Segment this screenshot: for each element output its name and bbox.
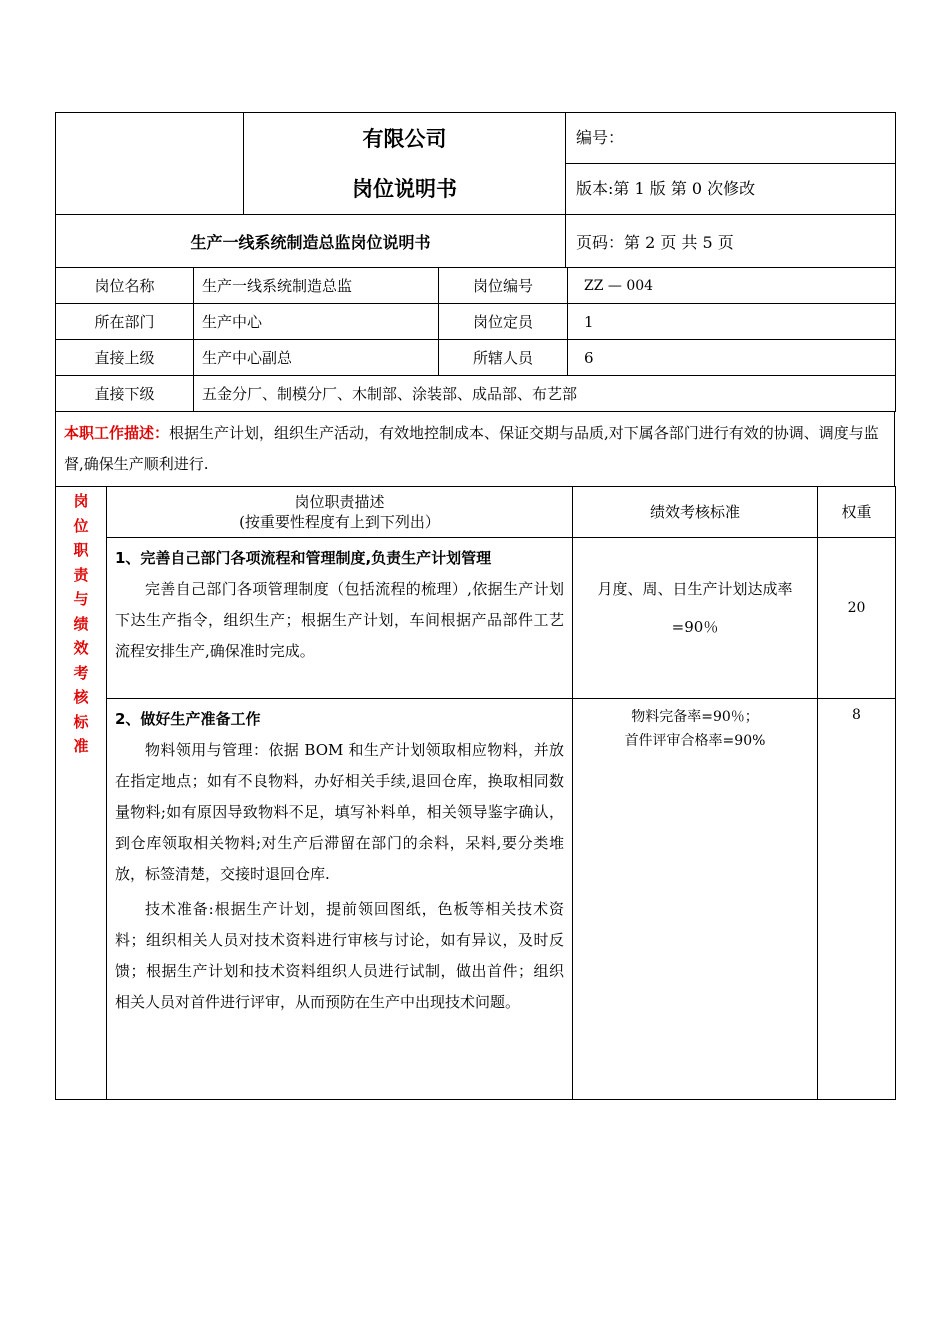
subordinate-value: 五金分厂、制模分厂、木制部、涂装部、成品部、布艺部 <box>194 376 896 412</box>
side-char: 责 <box>73 565 89 584</box>
description-label: 本职工作描述： <box>64 424 170 442</box>
side-char: 位 <box>73 516 89 535</box>
description-text: 根据生产计划，组织生产活动，有效地控制成本、保证交期与品质,对下属各部门进行有效的协调、调度与监督,确保生产顺利进行. <box>64 424 879 473</box>
side-char: 职 <box>73 541 89 559</box>
job-name-value: 生产一线系统制造总监 <box>194 268 439 304</box>
duties-table <box>55 486 896 1100</box>
logo-cell <box>56 113 244 215</box>
company-name: 有限公司 <box>362 126 447 151</box>
duty-paragraph: 技术准备:根据生产计划，提前领回图纸，色板等相关技术资料；组织相关人员对技术资料进行审核与讨论，如有异议，及时反馈；根据生产计划和技术资料组织人员进行试制，做出首件；组织相关人员对首件进行评审，从而预防在生产中出现技术问题。 <box>115 900 564 1011</box>
duty-weight-1: 20 <box>818 538 896 699</box>
duty-paragraph: 完善自己部门各项管理制度（包括流程的梳理）,依据生产计划下达生产指令，组织生产；根据生产计划，车间根据产品部件工艺流程安排生产,确保准时完成。 <box>115 580 564 660</box>
side-char: 核 <box>73 688 89 706</box>
job-description <box>56 412 895 487</box>
standard-line: 月度、周、日生产计划达成率 <box>597 580 793 598</box>
job-doc-title: 生产一线系统制造总监岗位说明书 <box>56 215 566 268</box>
duty-paragraph: 物料领用与管理：依据 BOM 和生产计划领取相应物料，并放在指定地点；如有不良物料，办好相关手续,退回仓库，换取相同数量物料;如有原因导致物料不足，填写补料单，相关领导鉴字确认，到仓库领取相关物料;对生产后滞留在部门的余料，呆料,要分类堆放，标签清楚，交接时退回仓库. <box>115 741 564 883</box>
standard-line: 首件评审合格率=90% <box>624 733 766 749</box>
quota-label: 岗位定员 <box>439 304 568 340</box>
superior-label: 直接上级 <box>56 340 194 376</box>
standard-line: =90％ <box>671 618 719 636</box>
job-name-label: 岗位名称 <box>56 268 194 304</box>
department-label: 所在部门 <box>56 304 194 340</box>
col-header-weight: 权重 <box>818 487 896 538</box>
document-title: 岗位说明书 <box>352 176 457 201</box>
side-char: 与 <box>73 590 89 608</box>
side-char: 标 <box>73 712 89 731</box>
department-value: 生产中心 <box>194 304 439 340</box>
duty-weight-2: 8 <box>818 699 896 1100</box>
side-char: 效 <box>73 639 89 657</box>
col-header-standard: 绩效考核标准 <box>573 487 818 538</box>
header-table <box>55 112 896 268</box>
duty-heading: 1、完善自己部门各项流程和管理制度,负责生产计划管理 <box>115 549 492 567</box>
job-description-document <box>55 112 895 1100</box>
staff-value: 6 <box>568 340 896 376</box>
side-char: 绩 <box>73 614 89 633</box>
duty-item-2 <box>107 699 573 1100</box>
side-char: 考 <box>73 663 89 682</box>
info-table <box>55 267 896 412</box>
col-header-description <box>107 487 573 538</box>
job-code-label: 岗位编号 <box>439 268 568 304</box>
description-table <box>55 411 895 487</box>
doc-meta-cell <box>566 113 896 215</box>
duties-side-label <box>56 487 107 1100</box>
doc-version: 版本:第 1 版 第 0 次修改 <box>576 179 756 198</box>
side-char: 准 <box>73 737 89 755</box>
duty-heading: 2、做好生产准备工作 <box>115 710 261 728</box>
job-code-value: ZZ — 004 <box>568 268 896 304</box>
side-char: 岗 <box>73 492 89 510</box>
subordinate-label: 直接下级 <box>56 376 194 412</box>
duty-standard-1 <box>573 538 818 699</box>
standard-line: 物料完备率=90％； <box>631 709 759 725</box>
duty-item-1 <box>107 538 573 699</box>
col-header-description-line1: 岗位职责描述 <box>294 493 385 511</box>
doc-code: 编号： <box>566 113 895 164</box>
staff-label: 所辖人员 <box>439 340 568 376</box>
page-info: 页码：第 2 页 共 5 页 <box>566 215 896 268</box>
superior-value: 生产中心副总 <box>194 340 439 376</box>
duty-standard-2 <box>573 699 818 1100</box>
col-header-description-line2: (按重要性程度有上到下列出） <box>239 513 440 531</box>
title-cell <box>244 113 566 215</box>
quota-value: 1 <box>568 304 896 340</box>
